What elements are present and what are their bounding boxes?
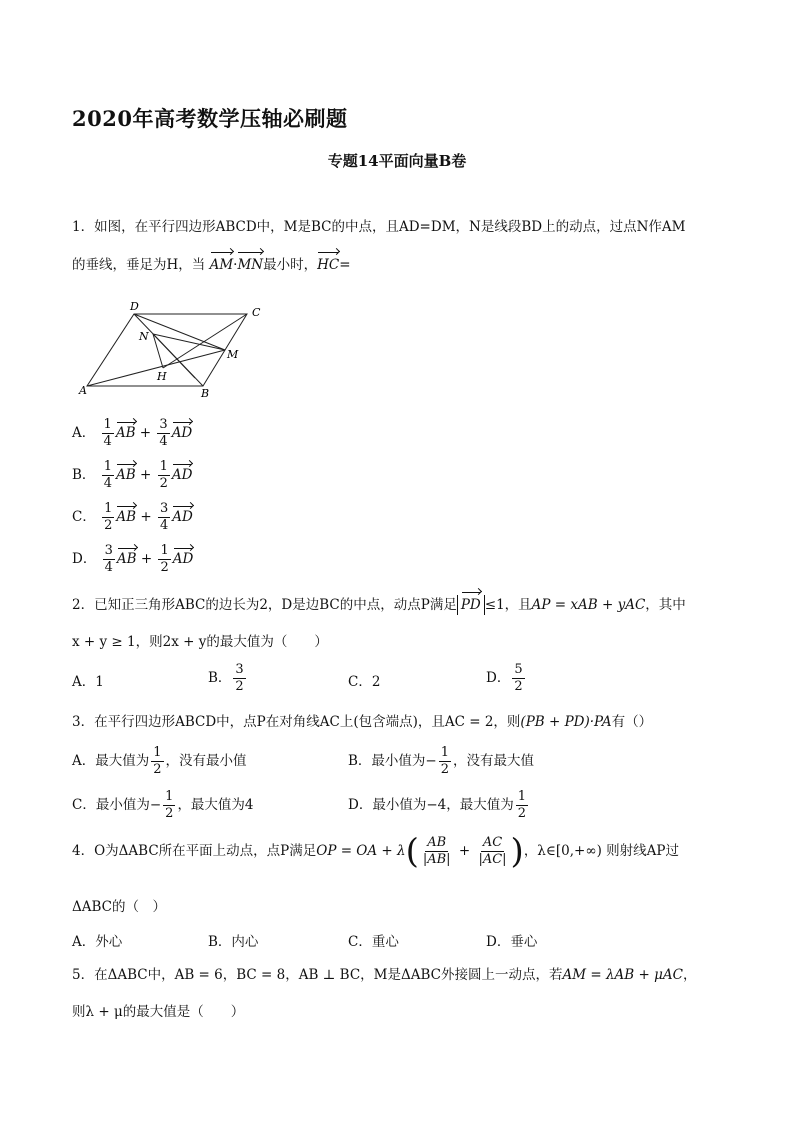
dot-symbol: · (233, 257, 238, 273)
label-m: M (227, 348, 239, 361)
segment-am (87, 350, 225, 386)
q3-option-a[interactable] (72, 745, 247, 778)
vec-ab: AB (116, 467, 136, 483)
q2-option-b[interactable] (208, 662, 248, 695)
q2-text-a: 2．已知正三角形ABC的边长为2，D是边BC的中点，动点P满足 (72, 597, 457, 613)
document-title: 2020年高考数学压轴必刷题 (72, 106, 348, 131)
vec-ad: AD (172, 509, 193, 525)
plus-sign: + (140, 509, 152, 525)
label-d: D (130, 300, 139, 313)
q2-vector-eq: AP = xAB + yAC (531, 597, 646, 613)
parallelogram-figure (75, 300, 275, 400)
q4-vector-eq: OP = OA + λ (316, 843, 406, 859)
q1-line2-text-b: 最小时， (263, 257, 318, 273)
q5-line2: 则λ + μ的最大值是（ ） (72, 1004, 245, 1020)
fraction: $\frac{1}{2}$ (160, 543, 169, 575)
q3-option-c[interactable] (72, 789, 254, 822)
label-a: A (79, 384, 87, 397)
vec-ad: AD (171, 467, 193, 483)
fraction: $\frac{1}{2}$ (165, 789, 174, 821)
fraction: $\frac{3}{4}$ (160, 501, 169, 533)
vec-ad: AD (172, 551, 194, 567)
q3-line1 (72, 712, 652, 732)
option-text: ，没有最大值 (453, 753, 535, 769)
fraction: $\frac{1}{4}$ (103, 417, 112, 449)
q1-option-c[interactable] (72, 501, 193, 534)
option-text: ，没有最小值 (165, 753, 247, 769)
vec-am: AM (209, 257, 234, 273)
q1-line2-text-c: = (339, 257, 351, 273)
option-text: B．最小值为− (348, 753, 437, 769)
fraction: $\frac{1}{2}$ (159, 459, 168, 491)
label-h: H (157, 370, 167, 383)
option-letter: B． (208, 670, 232, 686)
q5-text-b: ， (682, 967, 697, 983)
fraction: $\frac{AC}{|AC|}$ (478, 835, 507, 867)
q3-option-d[interactable] (348, 789, 530, 822)
fraction: $\frac{1}{2}$ (153, 745, 162, 777)
fraction: $\frac{1}{4}$ (103, 459, 112, 491)
paren-open: ( (405, 831, 419, 872)
q4-option-d[interactable]: D．垂心 (486, 934, 538, 950)
q1-line1: 1．如图，在平行四边形ABCD中，M是BC的中点，且AD=DM，N是线段BD上的动点，过点N作AM (72, 219, 686, 235)
q4-line1: 4．O为ΔABC所在平面上动点，点P满足OP = OA + λ( $\frac{AB}{|AB|}$ + $\frac{AC}{|AC|}$ )，λ∈[0,+∞) 则射线AP过 (72, 831, 679, 872)
label-c: C (252, 306, 261, 319)
fraction: $\frac{3}{4}$ (104, 543, 113, 575)
fraction: $\frac{1}{2}$ (104, 501, 113, 533)
segment-nm (153, 334, 225, 350)
q1-option-d[interactable] (72, 543, 193, 576)
vec-mn: MN (237, 257, 264, 273)
q2-option-d[interactable] (486, 662, 527, 695)
q5-line1 (72, 965, 696, 985)
q2-text-c: ，其中 (645, 597, 686, 613)
label-n: N (139, 330, 149, 343)
q5-vector-eq: AM = λAB + μAC (562, 967, 683, 983)
q3-option-b[interactable] (348, 745, 534, 778)
option-text: A．最大值为 (72, 753, 150, 769)
option-letter: D． (486, 670, 511, 686)
fraction: $\frac{3}{4}$ (159, 417, 168, 449)
q4-text-a: 4．O为ΔABC所在平面上动点，点P满足 (72, 843, 317, 859)
option-text: D．最小值为−4，最大值为 (348, 797, 514, 813)
option-letter: D． (72, 551, 97, 567)
abs-pd (457, 595, 485, 615)
option-text: ，最大值为4 (177, 797, 254, 813)
q2-line2: x + y ≥ 1，则2x + y的最大值为（ ） (72, 634, 328, 650)
q4-option-c[interactable]: C．重心 (348, 934, 399, 950)
option-letter: B． (72, 467, 96, 483)
fraction: $\frac{1}{2}$ (440, 745, 450, 777)
label-b: B (201, 387, 210, 400)
q2-text-b: ≤1，且 (484, 597, 532, 613)
option-text: C．最小值为− (72, 797, 162, 813)
option-letter: C． (72, 509, 96, 525)
q3-text-b: 有（） (611, 714, 653, 730)
plus-sign: + (139, 425, 152, 441)
q4-option-a[interactable]: A．外心 (72, 934, 123, 950)
option-letter: A． (72, 425, 96, 441)
fraction: $\frac{1}{2}$ (517, 789, 527, 821)
paren-close: ) (510, 831, 524, 872)
q1-line2 (72, 255, 351, 275)
q2-option-c[interactable]: C．2 (348, 674, 381, 690)
plus-sign: + (140, 551, 153, 567)
q1-line2-text-a: 的垂线，垂足为H，当 (72, 257, 206, 273)
q2-option-a[interactable]: A．1 (72, 674, 104, 690)
document-subtitle: 专题14平面向量B卷 (327, 152, 467, 170)
q3-text-a: 3．在平行四边形ABCD中，点P在对角线AC上(包含端点)，且AC = 2，则 (72, 714, 521, 730)
q1-option-a[interactable] (72, 417, 192, 450)
plus-sign: + (139, 467, 152, 483)
q1-option-b[interactable] (72, 459, 192, 492)
q4-text-b: ，λ∈[0,+∞) 则射线AP过 (523, 843, 679, 859)
q4-option-b[interactable]: B．内心 (208, 934, 259, 950)
vec-ab: AB (116, 509, 137, 525)
q5-text-a: 5．在ΔABC中，AB = 6，BC = 8，AB ⊥ BC，M是ΔABC外接圆上一动点，若 (72, 967, 563, 983)
q4-line2: ΔABC的（ ） (72, 899, 166, 915)
vec-ad: AD (171, 425, 193, 441)
vec-pd: PD (460, 597, 481, 613)
vec-ab: AB (115, 425, 136, 441)
vec-hc: HC (317, 257, 340, 273)
q3-vector-expr: (PB + PD)·PA (520, 714, 612, 730)
fraction: $\frac{5}{2}$ (514, 662, 523, 694)
fraction: $\frac{AB}{|AB|}$ (422, 835, 451, 867)
q2-line1 (72, 595, 686, 615)
vec-ab: AB (116, 551, 137, 567)
fraction: $\frac{3}{2}$ (235, 662, 244, 694)
